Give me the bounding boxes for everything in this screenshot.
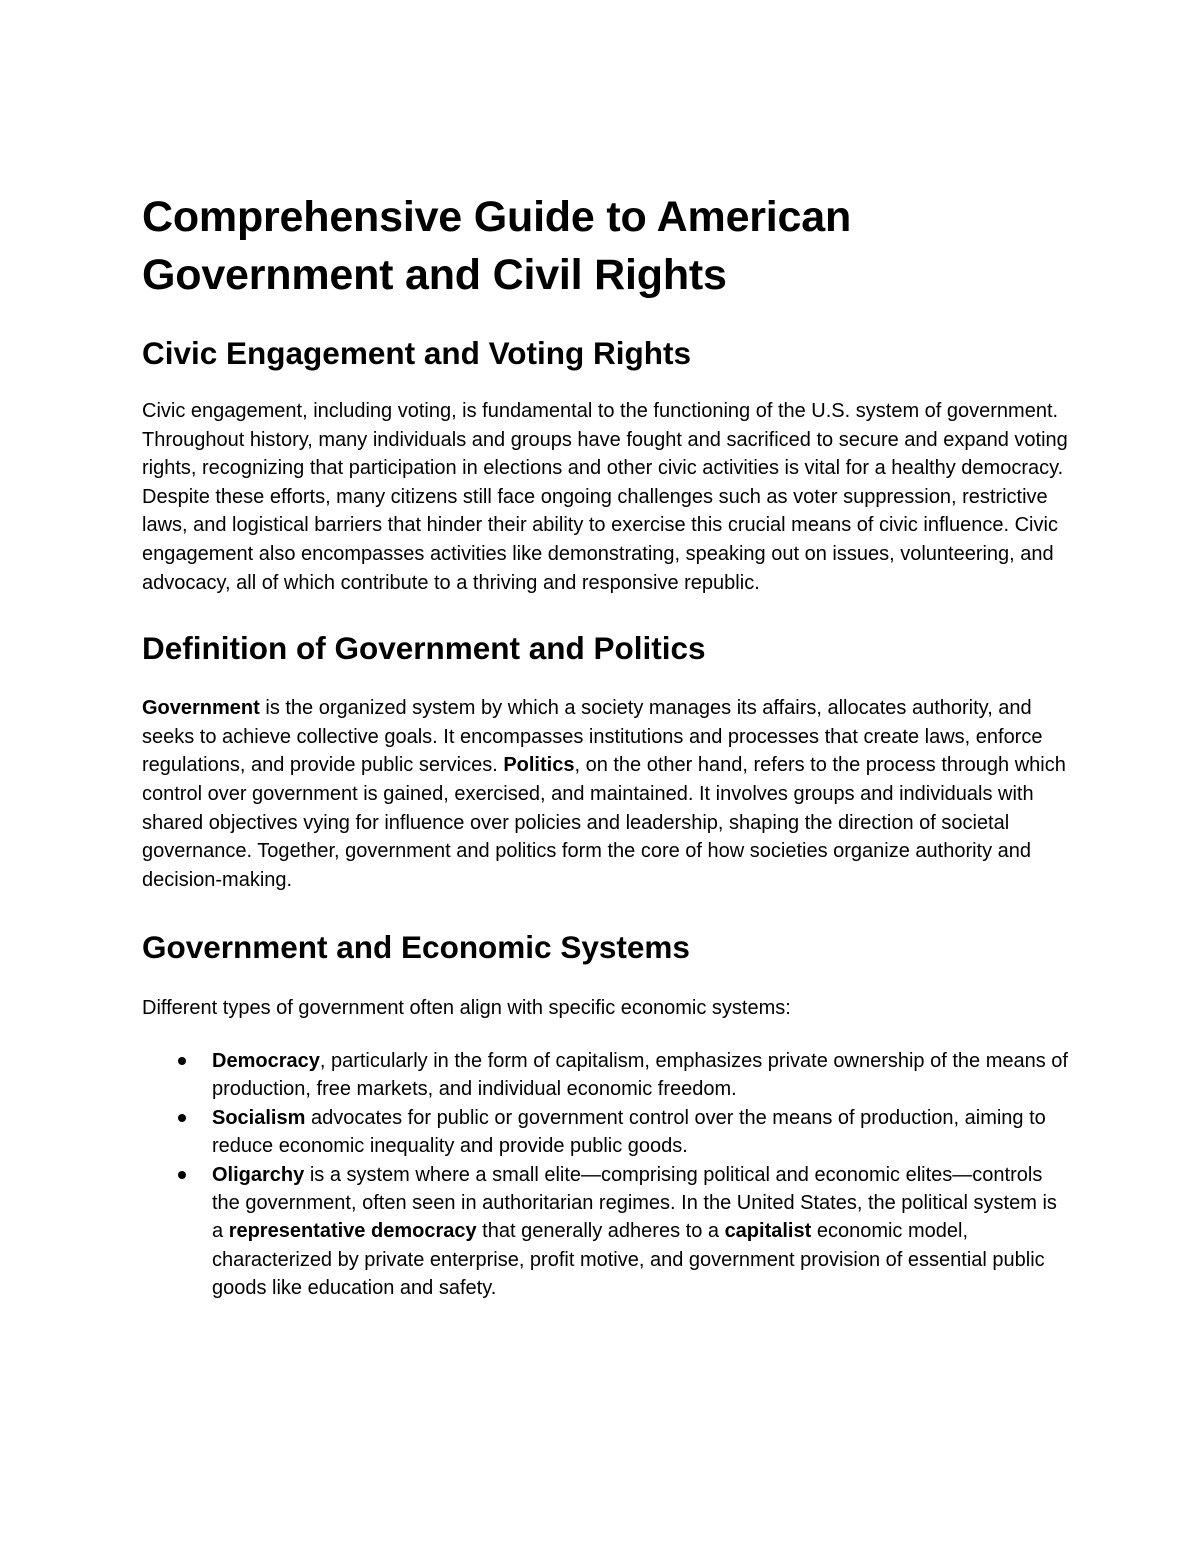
oligarchy-text-2: that generally adheres to a [476,1220,725,1243]
paragraph-civic-engagement: Civic engagement, including voting, is fundamental to the functioning of the U.S. system of government. Throughout history, many individuals and groups have fought and sacrificed to secure and expand voting rights, recognizing that participation in elections and other civic activities is vital for a healthy democracy. Despite these efforts, many citizens still face ongoing challenges such as voter suppression, restrictive laws, and logistical barriers that hinder their ability to exercise this crucial means of civic influence. Civic engagement also encompasses activities like demonstrating, speaking out on issues, volunteering, and advocacy, all of which contribute to a thriving and responsive republic. [142,400,1068,594]
term-government: Government [142,697,260,720]
definition-text-2: , on the other hand, refers to the process through which control over government is gained, exercised, and maintained. It involves groups and individuals with shared objectives vying for influence over policies and leadership, shaping the direction of societal governance. Together, government and politics form the core of how societies organize authority and decision-making. [142,754,1066,891]
term-representative-democracy: representative democracy [228,1220,477,1243]
list-item-socialism [142,1104,1072,1161]
bullet-icon [178,1114,186,1122]
definition-text-1: is the organized system by which a society manages its affairs, allocates authority, and seeks to achieve collective goals. It encompasses institutions and processes that create laws, enforce regulations, and provide public services. [142,697,1043,777]
paragraph-definition [142,694,1072,894]
economic-systems-list [142,1047,1072,1303]
term-socialism: Socialism [212,1106,306,1129]
document-title: Comprehensive Guide to American Government and Civil Rights [142,193,852,299]
democracy-text: , particularly in the form of capitalism, emphasizes private ownership of the means of production, free markets, and individual economic freedom. [212,1049,1068,1101]
term-capitalist: capitalist [724,1220,812,1243]
list-item-democracy [142,1047,1072,1104]
section-heading-economic-systems: Government and Economic Systems [142,929,690,966]
socialism-text: advocates for public or government control over the means of production, aiming to reduce economic inequality and provide public goods. [212,1106,1046,1158]
section-heading-civic-engagement: Civic Engagement and Voting Rights [142,335,691,371]
oligarchy-text-3: economic model, characterized by private enterprise, profit motive, and government provision of essential public goods like education and safety. [212,1220,1045,1300]
document-page [142,188,1072,1303]
bullet-icon [178,1171,186,1179]
paragraph-economic-intro: Different types of government often align with specific economic systems: [142,997,791,1020]
bullet-icon [178,1057,186,1065]
term-democracy: Democracy [212,1049,320,1072]
list-item-oligarchy [142,1161,1072,1303]
section-heading-definition: Definition of Government and Politics [142,630,706,667]
term-politics: Politics [503,754,575,777]
oligarchy-text-1: is a system where a small elite—comprising political and economic elites—controls the government, often seen in authoritarian regimes. In the United States, the political system is a [212,1163,1057,1243]
term-oligarchy: Oligarchy [212,1163,305,1186]
